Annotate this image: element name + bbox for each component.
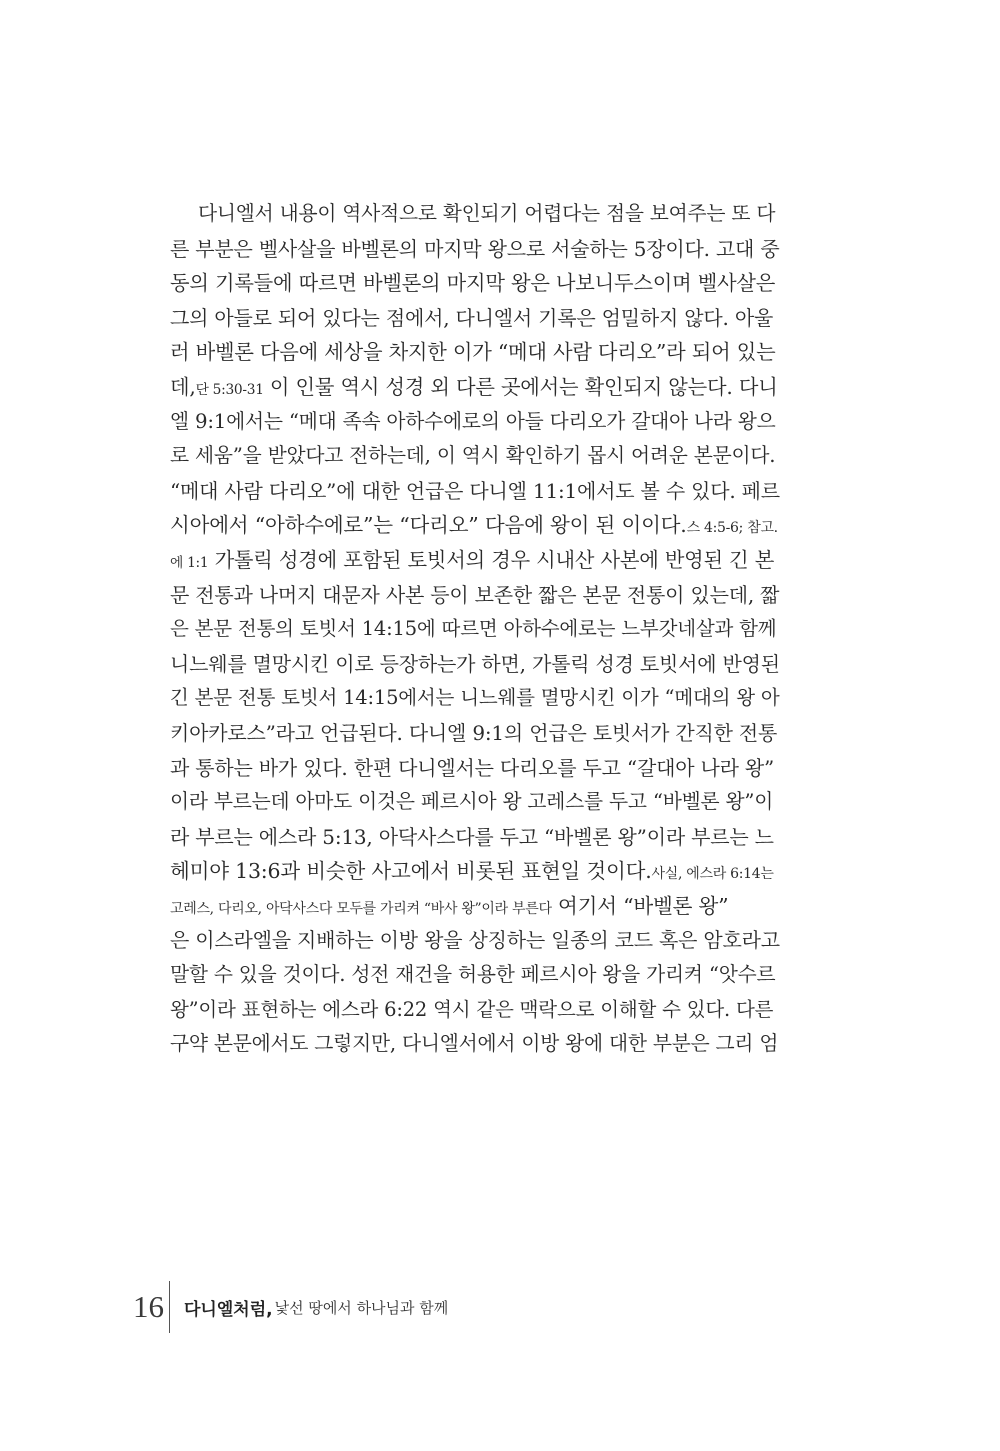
text-span: 헤미야 13:6과 비슷한 사고에서 비롯된 표현일 것이다. bbox=[170, 859, 652, 884]
text-line: 은 이스라엘을 지배하는 이방 왕을 상징하는 일종의 코드 혹은 암호라고 bbox=[170, 928, 780, 953]
text-line: 구약 본문에서도 그렇지만, 다니엘서에서 이방 왕에 대한 부분은 그리 엄 bbox=[170, 1032, 779, 1056]
text-line: 과 통하는 바가 있다. 한편 다니엘서는 다리오를 두고 “갈대아 나라 왕” bbox=[170, 755, 775, 780]
body-text bbox=[170, 197, 780, 1062]
text-line: 동의 기록들에 따르면 바벨론의 마지막 왕은 나보니두스이며 벨사살은 bbox=[170, 271, 776, 296]
text-line: 러 바벨론 다음에 세상을 차지한 이가 “메대 사람 다리오”라 되어 있는 bbox=[170, 340, 776, 365]
text-line: 로 세움”을 받았다고 전하는데, 이 역시 확인하기 몹시 어려운 본문이다. bbox=[170, 444, 776, 468]
inline-note: 고레스, 다리오, 아닥사스다 모두를 가리켜 “바사 왕”이라 부른다 bbox=[170, 900, 552, 917]
text-line: 엘 9:1에서는 “메대 족속 아하수에로의 아들 다리오가 갈대아 나라 왕으 bbox=[170, 409, 776, 433]
inline-note: 사실, 에스라 6:14는 bbox=[651, 866, 774, 883]
text-line bbox=[170, 854, 780, 889]
text-line: 문 전통과 나머지 대문자 사본 등이 보존한 짧은 본문 전통이 있는데, 짧 bbox=[170, 582, 780, 607]
text-line bbox=[170, 370, 780, 405]
text-span: 데, bbox=[170, 374, 196, 399]
page-number: 16 bbox=[133, 1289, 164, 1324]
text-line: 라 부르는 에스라 5:13, 아닥사스다를 두고 “바벨론 왕”이라 부르는 느 bbox=[170, 824, 774, 849]
text-line: 긴 본문 전통 토빗서 14:15에서는 니느웨를 멸망시킨 이가 “메대의 왕 아 bbox=[170, 686, 780, 710]
scripture-reference: 스 4:5-6; 참고. bbox=[686, 520, 778, 537]
book-subtitle: 낯선 땅에서 하나님과 함께 bbox=[274, 1298, 449, 1317]
text-span: 여기서 “바벨론 왕” bbox=[551, 893, 729, 918]
text-line: 니느웨를 멸망시킨 이로 등장하는가 하면, 가톨릭 성경 토빗서에 반영된 bbox=[170, 651, 780, 676]
text-line: 른 부분은 벨사살을 바벨론의 마지막 왕으로 서술하는 5장이다. 고대 중 bbox=[170, 236, 780, 261]
text-line bbox=[170, 508, 780, 543]
text-line bbox=[170, 889, 780, 924]
footer-divider bbox=[169, 1281, 170, 1333]
page-footer bbox=[133, 1282, 448, 1332]
book-title: 다니엘처럼, bbox=[184, 1299, 273, 1320]
text-line: 왕”이라 표현하는 에스라 6:22 역시 같은 맥락으로 이해할 수 있다. 다른 bbox=[170, 997, 774, 1021]
text-span: 가톨릭 성경에 포함된 토빗서의 경우 시내산 사본에 반영된 긴 본 bbox=[208, 547, 775, 572]
text-line: 키아카로스”라고 언급된다. 다니엘 9:1의 언급은 토빗서가 간직한 전통 bbox=[170, 720, 778, 745]
text-span: 이 인물 역시 성경 외 다른 곳에서는 확인되지 않는다. 다니 bbox=[263, 374, 778, 399]
scripture-reference: 에 1:1 bbox=[170, 554, 209, 571]
text-line: 은 본문 전통의 토빗서 14:15에 따르면 아하수에로는 느부갓네살과 함께 bbox=[170, 617, 777, 641]
text-line: 말할 수 있을 것이다. 성전 재건을 허용한 페르시아 왕을 가리켜 “앗수르 bbox=[170, 963, 776, 987]
text-line: 다니엘서 내용이 역사적으로 확인되기 어렵다는 점을 보여주는 또 다 bbox=[198, 202, 776, 225]
scripture-reference: 단 5:30-31 bbox=[195, 381, 264, 398]
text-line: 그의 아들로 되어 있다는 점에서, 다니엘서 기록은 엄밀하지 않다. 아울 bbox=[170, 305, 774, 330]
text-span: 시아에서 “아하수에로”는 “다리오” 다음에 왕이 된 이이다. bbox=[170, 513, 687, 538]
text-line: “메대 사람 다리오”에 대한 언급은 다니엘 11:1에서도 볼 수 있다. 페르 bbox=[170, 478, 780, 503]
text-line: 이라 부르는데 아마도 이것은 페르시아 왕 고레스를 두고 “바벨론 왕”이 bbox=[170, 790, 774, 814]
text-line bbox=[170, 543, 780, 578]
